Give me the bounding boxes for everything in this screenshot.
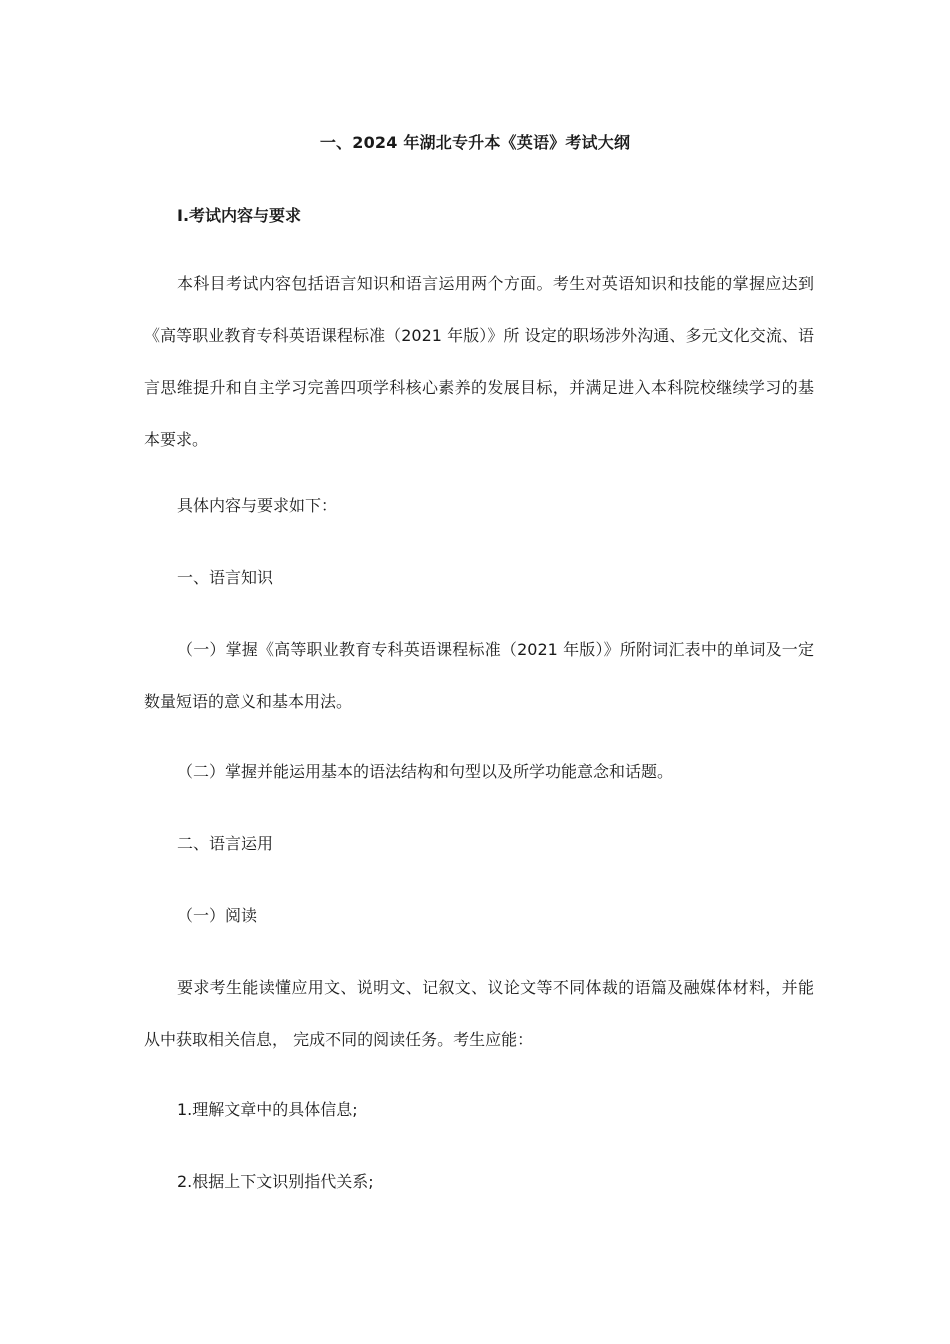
part1-heading: 一、语言知识 (177, 568, 274, 587)
reading-item2: 2.根据上下文识别指代关系; (177, 1172, 374, 1191)
part2-heading: 二、语言运用 (177, 834, 274, 853)
part2-sub1: （一）阅读 (177, 906, 258, 925)
specifics-intro: 具体内容与要求如下： (177, 496, 338, 515)
reading-item1: 1.理解文章中的具体信息; (177, 1100, 358, 1119)
part1-item2: （二）掌握并能运用基本的语法结构和句型以及所学功能意念和话题。 (177, 762, 674, 781)
part1-item1: （一）掌握《高等职业教育专科英语课程标准（2021 年版）》所附词汇表中的单词及一定数量短语的意义和基本用法。 (144, 640, 814, 711)
intro-paragraph: 本科目考试内容包括语言知识和语言运用两个方面。考生对英语知识和技能的掌握应达到《高等职业教育专科英语课程标准（2021 年版）》所 设定的职场涉外沟通、多元文化交流、语言思维提升和自主学习完善四项学科核心素养的发展目标，并满足进入本科院校继续学习的基本要求。 (144, 274, 814, 449)
section-heading: Ⅰ.考试内容与要求 (177, 206, 302, 225)
document-title: 一、2024 年湖北专升本《英语》考试大纲 (319, 133, 631, 152)
reading-paragraph: 要求考生能读懂应用文、说明文、记叙文、议论文等不同体裁的语篇及融媒体材料，并能从中获取相关信息， 完成不同的阅读任务。考生应能： (144, 978, 814, 1049)
